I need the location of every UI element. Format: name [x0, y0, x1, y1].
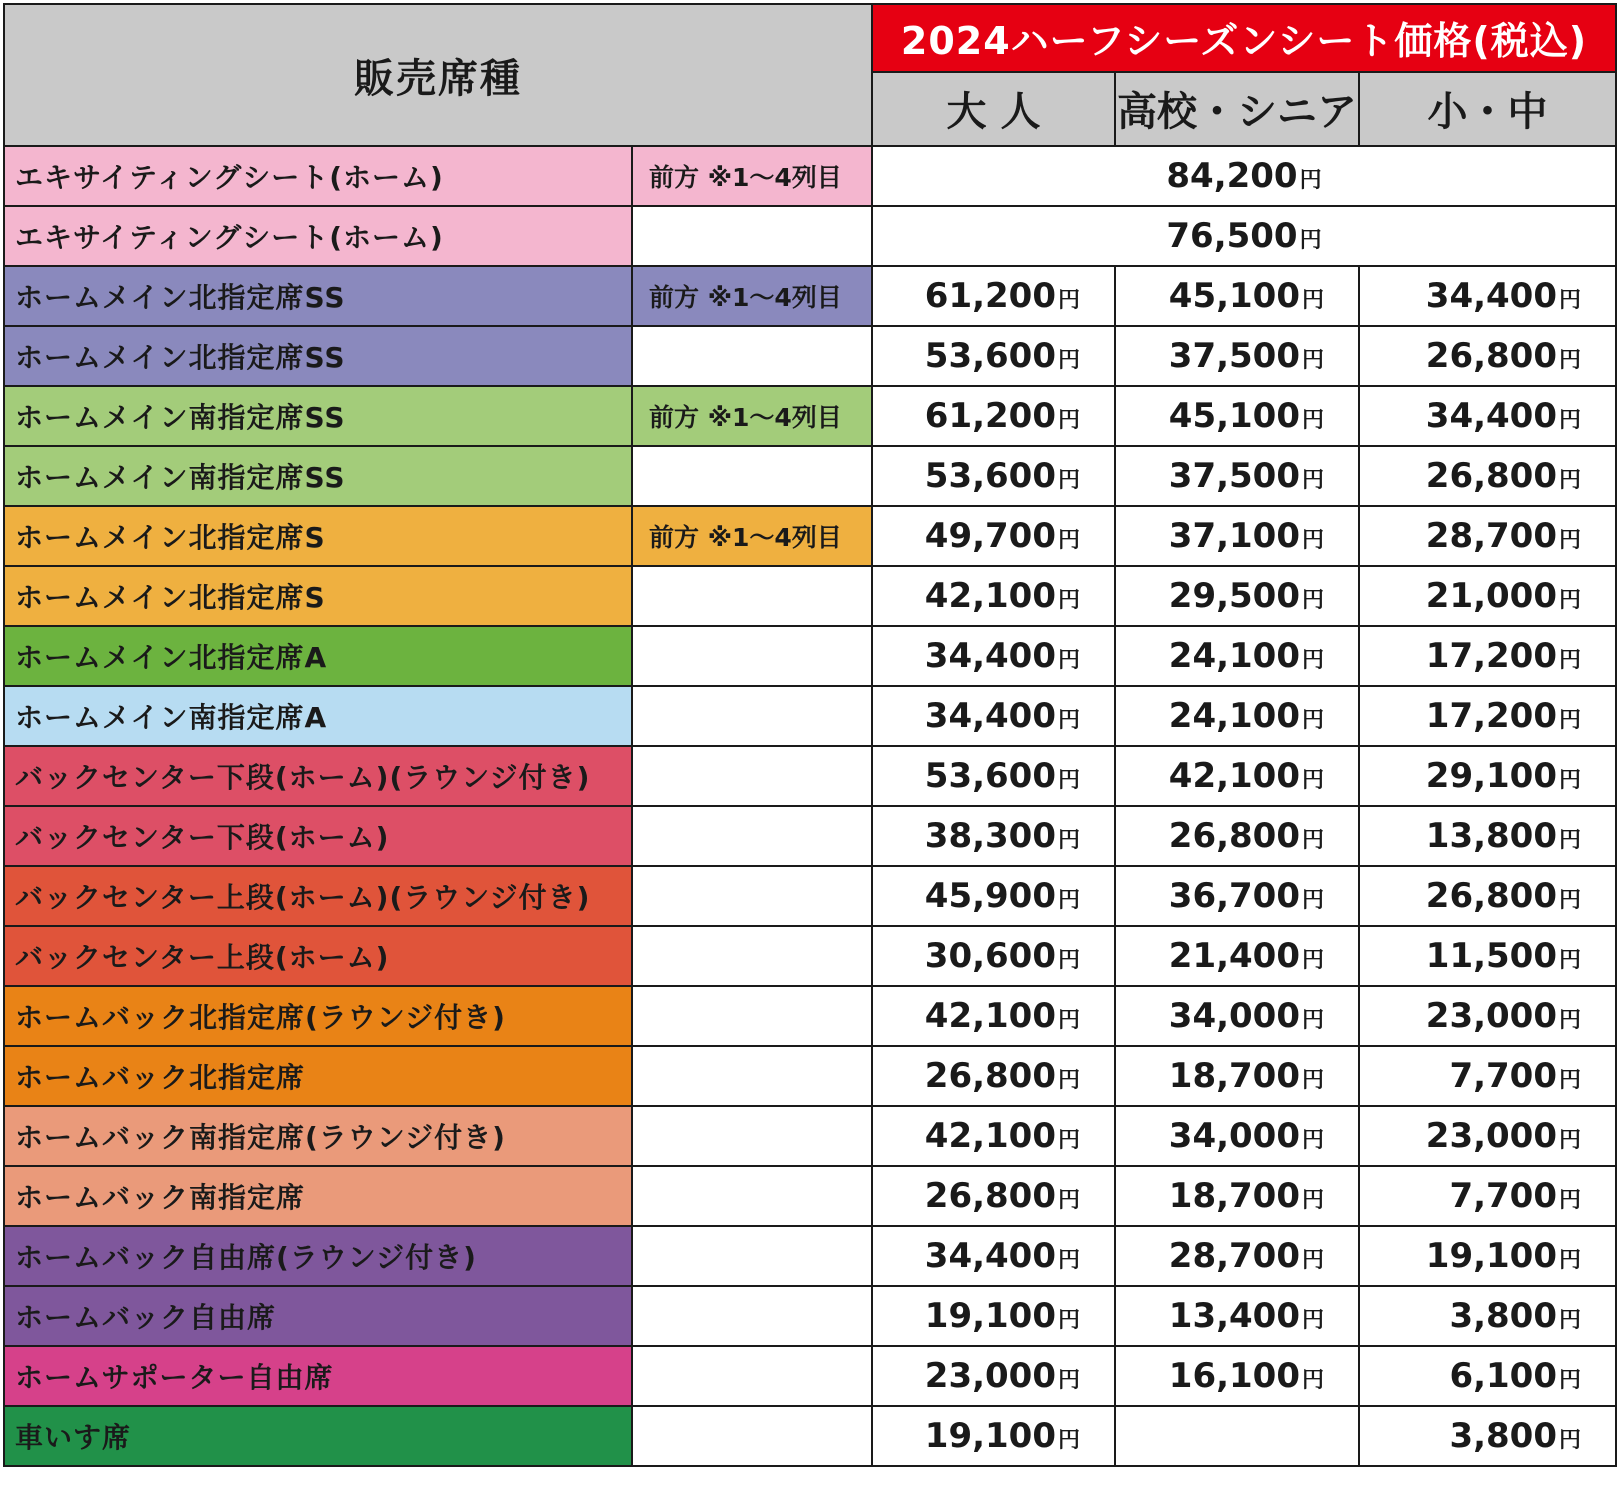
price-value: 53,600 [924, 336, 1056, 376]
price-cell-senior [1115, 1286, 1359, 1346]
table-row [4, 806, 1616, 866]
price-cell-adult [872, 1346, 1115, 1406]
price-cell-adult [872, 566, 1115, 626]
price-value: 38,300 [924, 816, 1056, 856]
price-cell-child [1359, 926, 1616, 986]
price-value: 34,400 [924, 696, 1056, 736]
table-row [4, 986, 1616, 1046]
price-value: 13,400 [1168, 1296, 1300, 1336]
price-cell-child [1359, 1226, 1616, 1286]
price-value: 30,600 [924, 936, 1056, 976]
price-value: 42,100 [924, 996, 1056, 1036]
price-value: 84,200 [1166, 156, 1298, 196]
price-value: 24,100 [1168, 696, 1300, 736]
yen-unit: 円 [1558, 1368, 1581, 1393]
price-value: 53,600 [924, 756, 1056, 796]
price-cell-senior [1115, 1346, 1359, 1406]
yen-unit: 円 [1301, 648, 1324, 673]
seat-name-cell: ホームバック自由席(ラウンジ付き) [4, 1226, 632, 1286]
price-cell-adult [872, 986, 1115, 1046]
column-header-adult: 大 人 [872, 72, 1115, 146]
price-value: 19,100 [1425, 1236, 1557, 1276]
table-row [4, 1046, 1616, 1106]
price-cell-adult [872, 746, 1115, 806]
yen-unit: 円 [1558, 1128, 1581, 1153]
yen-unit: 円 [1558, 528, 1581, 553]
price-cell-child [1359, 1046, 1616, 1106]
price-value: 36,700 [1168, 876, 1300, 916]
table-row [4, 1406, 1616, 1466]
seat-name-cell: バックセンター下段(ホーム) [4, 806, 632, 866]
price-cell-senior [1115, 1166, 1359, 1226]
price-cell-senior [1115, 266, 1359, 326]
price-cell-senior [1115, 566, 1359, 626]
yen-unit: 円 [1057, 348, 1080, 373]
seat-note-cell [632, 206, 872, 266]
yen-unit: 円 [1057, 648, 1080, 673]
yen-unit: 円 [1558, 1068, 1581, 1093]
yen-unit: 円 [1301, 348, 1324, 373]
yen-unit: 円 [1558, 1188, 1581, 1213]
seat-name-cell: ホームメイン北指定席SS [4, 326, 632, 386]
price-cell-adult [872, 386, 1115, 446]
price-value: 3,800 [1449, 1416, 1557, 1456]
yen-unit: 円 [1558, 948, 1581, 973]
price-cell-child [1359, 1286, 1616, 1346]
yen-unit: 円 [1301, 888, 1324, 913]
table-row [4, 386, 1616, 446]
yen-unit: 円 [1057, 588, 1080, 613]
price-value: 7,700 [1449, 1176, 1557, 1216]
table-row [4, 866, 1616, 926]
price-value: 26,800 [924, 1176, 1056, 1216]
seat-name-cell: エキサイティングシート(ホーム) [4, 146, 632, 206]
yen-unit: 円 [1301, 468, 1324, 493]
table-row [4, 746, 1616, 806]
seat-note-cell [632, 1106, 872, 1166]
yen-unit: 円 [1301, 1068, 1324, 1093]
yen-unit: 円 [1558, 1308, 1581, 1333]
price-value: 23,000 [1425, 1116, 1557, 1156]
seat-note-cell [632, 566, 872, 626]
yen-unit: 円 [1558, 408, 1581, 433]
table-row [4, 686, 1616, 746]
seat-name-cell: ホームバック北指定席(ラウンジ付き) [4, 986, 632, 1046]
seat-name-cell: ホームメイン北指定席S [4, 506, 632, 566]
seat-note-cell [632, 626, 872, 686]
table-row [4, 626, 1616, 686]
yen-unit: 円 [1057, 1248, 1080, 1273]
price-cell-child [1359, 386, 1616, 446]
yen-unit: 円 [1299, 168, 1322, 193]
price-value: 45,100 [1168, 396, 1300, 436]
seat-type-header: 販売席種 [4, 4, 872, 146]
seat-name-cell: ホームバック自由席 [4, 1286, 632, 1346]
yen-unit: 円 [1301, 708, 1324, 733]
table-row [4, 1346, 1616, 1406]
price-value: 34,400 [1425, 276, 1557, 316]
price-cell-senior [1115, 746, 1359, 806]
yen-unit: 円 [1558, 588, 1581, 613]
yen-unit: 円 [1301, 408, 1324, 433]
price-value: 29,100 [1425, 756, 1557, 796]
yen-unit: 円 [1301, 1308, 1324, 1333]
yen-unit: 円 [1057, 1008, 1080, 1033]
price-cell-child [1359, 626, 1616, 686]
price-value: 61,200 [924, 396, 1056, 436]
table-row [4, 1286, 1616, 1346]
yen-unit: 円 [1558, 648, 1581, 673]
price-title-header: 2024ハーフシーズンシート価格(税込) [872, 4, 1616, 72]
seat-note-cell [632, 1226, 872, 1286]
seat-note-cell [632, 926, 872, 986]
price-value: 28,700 [1425, 516, 1557, 556]
seat-name-cell: 車いす席 [4, 1406, 632, 1466]
seat-note-cell [632, 1346, 872, 1406]
seat-note-cell [632, 446, 872, 506]
price-value: 21,400 [1168, 936, 1300, 976]
price-value: 42,100 [1168, 756, 1300, 796]
price-cell-senior [1115, 446, 1359, 506]
yen-unit: 円 [1558, 828, 1581, 853]
yen-unit: 円 [1558, 708, 1581, 733]
price-value: 26,800 [1425, 456, 1557, 496]
price-cell-child [1359, 806, 1616, 866]
table-row [4, 206, 1616, 266]
price-cell-adult [872, 1406, 1115, 1466]
price-cell-child [1359, 746, 1616, 806]
yen-unit: 円 [1301, 588, 1324, 613]
price-value: 34,400 [1425, 396, 1557, 436]
yen-unit: 円 [1558, 468, 1581, 493]
price-cell-senior [1115, 866, 1359, 926]
price-cell-child [1359, 326, 1616, 386]
seat-name-cell: バックセンター上段(ホーム)(ラウンジ付き) [4, 866, 632, 926]
price-value: 37,500 [1168, 456, 1300, 496]
yen-unit: 円 [1057, 1068, 1080, 1093]
table-row [4, 146, 1616, 206]
yen-unit: 円 [1301, 768, 1324, 793]
price-value: 53,600 [924, 456, 1056, 496]
price-cell-senior [1115, 506, 1359, 566]
price-cell-child [1359, 566, 1616, 626]
price-cell-senior [1115, 806, 1359, 866]
seat-note-cell [632, 1406, 872, 1466]
price-value: 7,700 [1449, 1056, 1557, 1096]
price-cell-adult [872, 446, 1115, 506]
price-cell-adult [872, 806, 1115, 866]
price-value: 45,900 [924, 876, 1056, 916]
price-value: 61,200 [924, 276, 1056, 316]
price-cell-senior [1115, 1046, 1359, 1106]
yen-unit: 円 [1057, 828, 1080, 853]
price-cell-senior [1115, 1406, 1359, 1466]
price-cell-adult [872, 1286, 1115, 1346]
price-cell-adult [872, 926, 1115, 986]
seat-note-cell [632, 326, 872, 386]
price-cell-child [1359, 1406, 1616, 1466]
price-cell-adult [872, 326, 1115, 386]
price-cell-adult [872, 506, 1115, 566]
price-cell-child [1359, 1106, 1616, 1166]
price-cell-adult [872, 1106, 1115, 1166]
price-value: 42,100 [924, 1116, 1056, 1156]
yen-unit: 円 [1057, 408, 1080, 433]
table-row [4, 1106, 1616, 1166]
yen-unit: 円 [1057, 1368, 1080, 1393]
price-cell-senior [1115, 326, 1359, 386]
table-row [4, 446, 1616, 506]
yen-unit: 円 [1301, 948, 1324, 973]
seat-note-cell [632, 686, 872, 746]
yen-unit: 円 [1558, 1428, 1581, 1453]
table-row [4, 1226, 1616, 1286]
yen-unit: 円 [1301, 1188, 1324, 1213]
price-cell-adult [872, 686, 1115, 746]
price-cell-senior [1115, 1106, 1359, 1166]
seat-note-cell [632, 1046, 872, 1106]
price-cell-adult [872, 266, 1115, 326]
price-value: 17,200 [1425, 636, 1557, 676]
price-value: 28,700 [1168, 1236, 1300, 1276]
price-cell-adult [872, 1226, 1115, 1286]
price-cell-adult [872, 866, 1115, 926]
seat-note-cell [632, 1166, 872, 1226]
price-value: 34,000 [1168, 996, 1300, 1036]
price-cell-senior [1115, 1226, 1359, 1286]
price-value: 37,100 [1168, 516, 1300, 556]
yen-unit: 円 [1057, 288, 1080, 313]
yen-unit: 円 [1057, 708, 1080, 733]
price-cell-child [1359, 1346, 1616, 1406]
price-value: 21,000 [1425, 576, 1557, 616]
column-header-child: 小・中 [1359, 72, 1616, 146]
seat-name-cell: ホームメイン北指定席A [4, 626, 632, 686]
column-header-senior: 高校・シニア [1115, 72, 1359, 146]
price-cell-child [1359, 686, 1616, 746]
table-row [4, 326, 1616, 386]
price-value: 3,800 [1449, 1296, 1557, 1336]
seat-name-cell: ホームメイン北指定席SS [4, 266, 632, 326]
price-cell-senior [1115, 626, 1359, 686]
price-cell-adult [872, 626, 1115, 686]
price-cell-child [1359, 1166, 1616, 1226]
table-row [4, 506, 1616, 566]
seat-note-cell: 前方 ※1〜4列目 [632, 386, 872, 446]
seat-note-cell: 前方 ※1〜4列目 [632, 266, 872, 326]
seat-name-cell: ホームメイン南指定席A [4, 686, 632, 746]
yen-unit: 円 [1301, 528, 1324, 553]
yen-unit: 円 [1301, 1008, 1324, 1033]
price-cell-senior [1115, 386, 1359, 446]
price-value: 26,800 [924, 1056, 1056, 1096]
price-value: 23,000 [1425, 996, 1557, 1036]
yen-unit: 円 [1558, 348, 1581, 373]
price-cell-senior [1115, 986, 1359, 1046]
yen-unit: 円 [1301, 1128, 1324, 1153]
price-value: 37,500 [1168, 336, 1300, 376]
yen-unit: 円 [1301, 1248, 1324, 1273]
yen-unit: 円 [1558, 1248, 1581, 1273]
price-cell-all [872, 146, 1616, 206]
yen-unit: 円 [1057, 1308, 1080, 1333]
price-value: 19,100 [924, 1416, 1056, 1456]
price-value: 34,400 [924, 636, 1056, 676]
table-body [4, 146, 1616, 1466]
yen-unit: 円 [1057, 888, 1080, 913]
price-value: 49,700 [924, 516, 1056, 556]
price-value: 13,800 [1425, 816, 1557, 856]
seat-name-cell: ホームメイン北指定席S [4, 566, 632, 626]
price-value: 18,700 [1168, 1176, 1300, 1216]
price-cell-adult [872, 1166, 1115, 1226]
seat-name-cell: バックセンター下段(ホーム)(ラウンジ付き) [4, 746, 632, 806]
price-cell-child [1359, 266, 1616, 326]
price-value: 26,800 [1425, 876, 1557, 916]
yen-unit: 円 [1299, 228, 1322, 253]
price-value: 16,100 [1168, 1356, 1300, 1396]
yen-unit: 円 [1057, 1428, 1080, 1453]
yen-unit: 円 [1057, 468, 1080, 493]
price-table [3, 3, 1617, 1467]
seat-note-cell [632, 866, 872, 926]
table-row [4, 926, 1616, 986]
price-cell-child [1359, 986, 1616, 1046]
seat-name-cell: ホームバック南指定席 [4, 1166, 632, 1226]
price-value: 34,000 [1168, 1116, 1300, 1156]
seat-note-cell: 前方 ※1〜4列目 [632, 506, 872, 566]
yen-unit: 円 [1558, 768, 1581, 793]
price-value: 6,100 [1449, 1356, 1557, 1396]
yen-unit: 円 [1301, 828, 1324, 853]
yen-unit: 円 [1057, 528, 1080, 553]
table-row [4, 566, 1616, 626]
seat-name-cell: ホームメイン南指定席SS [4, 446, 632, 506]
price-cell-child [1359, 506, 1616, 566]
price-value: 19,100 [924, 1296, 1056, 1336]
seat-note-cell [632, 746, 872, 806]
yen-unit: 円 [1301, 1368, 1324, 1393]
yen-unit: 円 [1057, 768, 1080, 793]
yen-unit: 円 [1057, 1128, 1080, 1153]
price-value: 23,000 [924, 1356, 1056, 1396]
price-cell-adult [872, 1046, 1115, 1106]
yen-unit: 円 [1558, 288, 1581, 313]
price-value: 18,700 [1168, 1056, 1300, 1096]
price-value: 26,800 [1425, 336, 1557, 376]
price-value: 76,500 [1166, 216, 1298, 256]
price-value: 34,400 [924, 1236, 1056, 1276]
seat-name-cell: ホームバック南指定席(ラウンジ付き) [4, 1106, 632, 1166]
yen-unit: 円 [1057, 1188, 1080, 1213]
yen-unit: 円 [1558, 1008, 1581, 1033]
seat-name-cell: バックセンター上段(ホーム) [4, 926, 632, 986]
price-cell-senior [1115, 926, 1359, 986]
price-cell-all [872, 206, 1616, 266]
price-value: 24,100 [1168, 636, 1300, 676]
seat-note-cell [632, 806, 872, 866]
seat-note-cell [632, 1286, 872, 1346]
yen-unit: 円 [1057, 948, 1080, 973]
price-value: 17,200 [1425, 696, 1557, 736]
yen-unit: 円 [1301, 288, 1324, 313]
price-value: 42,100 [924, 576, 1056, 616]
seat-note-cell [632, 986, 872, 1046]
price-cell-child [1359, 866, 1616, 926]
price-value: 11,500 [1425, 936, 1557, 976]
table-row [4, 266, 1616, 326]
price-value: 45,100 [1168, 276, 1300, 316]
seat-name-cell: エキサイティングシート(ホーム) [4, 206, 632, 266]
price-value: 29,500 [1168, 576, 1300, 616]
seat-name-cell: ホームサポーター自由席 [4, 1346, 632, 1406]
seat-note-cell: 前方 ※1〜4列目 [632, 146, 872, 206]
price-cell-child [1359, 446, 1616, 506]
price-value: 26,800 [1168, 816, 1300, 856]
seat-name-cell: ホームメイン南指定席SS [4, 386, 632, 446]
yen-unit: 円 [1558, 888, 1581, 913]
seat-name-cell: ホームバック北指定席 [4, 1046, 632, 1106]
price-cell-senior [1115, 686, 1359, 746]
table-row [4, 1166, 1616, 1226]
